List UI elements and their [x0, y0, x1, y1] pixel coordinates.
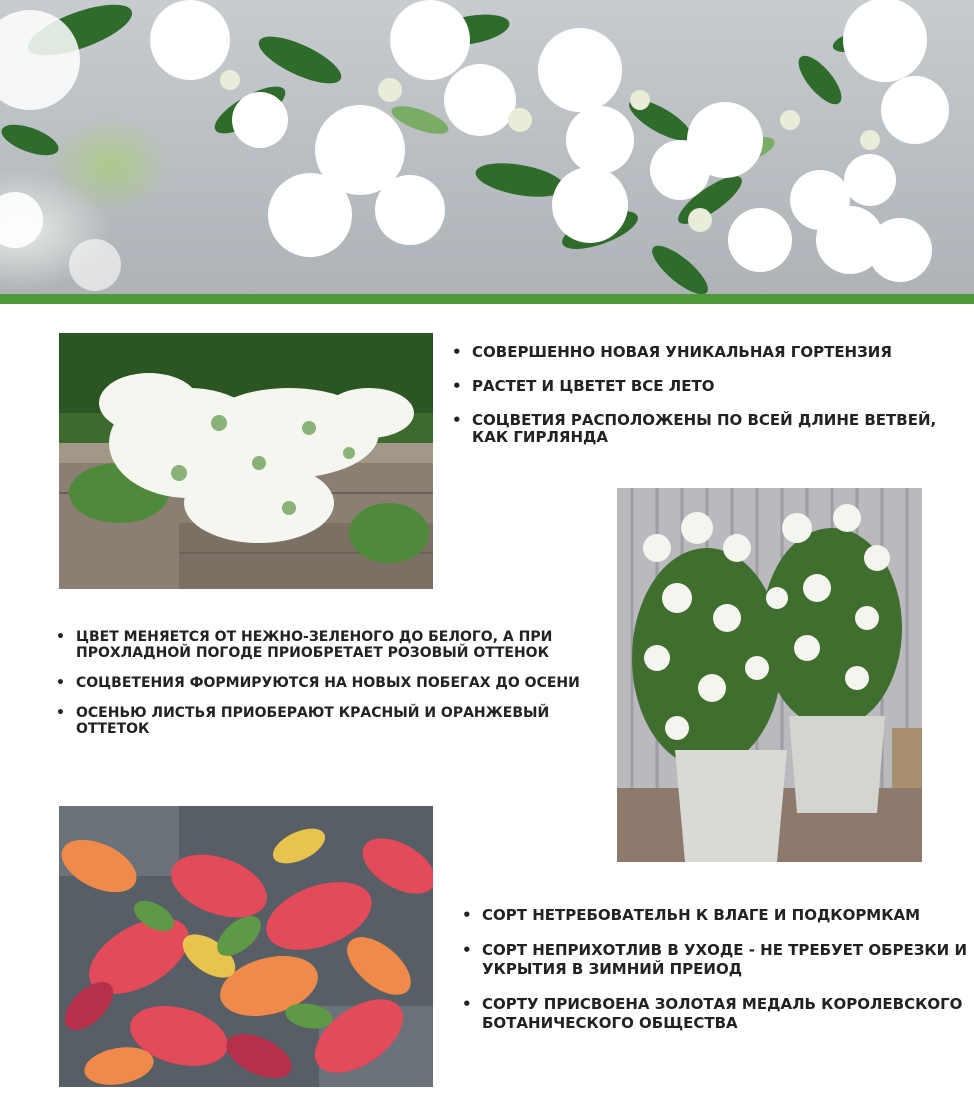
list-item: • СОРТ НЕПРИХОТЛИВ В УХОДЕ - НЕ ТРЕБУЕТ ОБРЕЗКИ И УКРЫТИЯ В ЗИМНИЙ ПРЕИОД [462, 941, 972, 979]
hydrangea-flowers-illustration [0, 0, 974, 294]
list-item: • СОЦВЕТИЯ РАСПОЛОЖЕНЫ ПО ВСЕЙ ДЛИНЕ ВЕТВЕЙ, КАК ГИРЛЯНДА [452, 412, 972, 446]
list-item: • РАСТЕТ И ЦВЕТЕТ ВСЕ ЛЕТО [452, 378, 972, 395]
list-item: • СОВЕРШЕННО НОВАЯ УНИКАЛЬНАЯ ГОРТЕНЗИЯ [452, 344, 972, 361]
green-divider-bar [0, 294, 974, 304]
hero-banner-image [0, 0, 974, 294]
list-item: • СОРТУ ПРИСВОЕНА ЗОЛОТАЯ МЕДАЛЬ КОРОЛЕВСКОГО БОТАНИЧЕСКОГО ОБЩЕСТВА [462, 995, 972, 1033]
white-hydrangea-bench-photo [59, 333, 433, 589]
list-item: • СОРТ НЕТРЕБОВАТЕЛЬН К ВЛАГЕ И ПОДКОРМКАМ [462, 906, 972, 925]
list-item: • ЦВЕТ МЕНЯЕТСЯ ОТ НЕЖНО-ЗЕЛЕНОГО ДО БЕЛОГО, А ПРИ ПРОХЛАДНОЙ ПОГОДЕ ПРИОБРЕТАЕТ РОЗОВЫЙ ОТТЕНОК [56, 629, 616, 661]
autumn-leaves-photo [59, 806, 433, 1087]
hydrangea-pots-photo [617, 488, 922, 862]
features-list-middle [56, 629, 616, 751]
features-list-top [452, 344, 972, 463]
list-item: • СОЦВЕТЕНИЯ ФОРМИРУЮТСЯ НА НОВЫХ ПОБЕГАХ ДО ОСЕНИ [56, 675, 616, 691]
features-list-bottom [462, 906, 972, 1049]
list-item: • ОСЕНЬЮ ЛИСТЬЯ ПРИОБЕРАЮТ КРАСНЫЙ И ОРАНЖЕВЫЙ ОТТЕТОК [56, 705, 616, 737]
